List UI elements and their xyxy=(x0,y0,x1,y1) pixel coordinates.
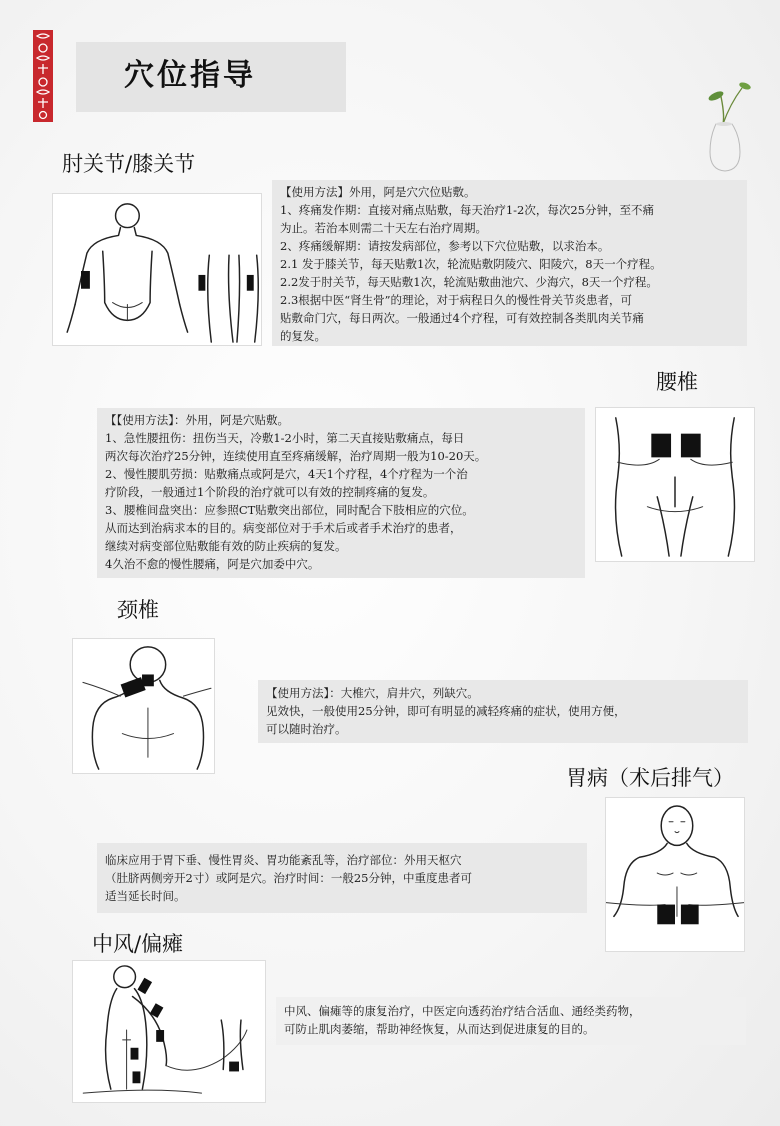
text-line: 适当延长时间。 xyxy=(105,889,186,903)
text-line: 可以随时治疗。 xyxy=(266,722,347,736)
section-heading-cervical: 颈椎 xyxy=(117,598,159,622)
text-line: 两次每次治疗25分钟，连续使用直至疼痛缓解，治疗周期一般为10-20天。 xyxy=(105,449,487,463)
text-line: 4久治不愈的慢性腰痛，阿是穴加委中穴。 xyxy=(105,557,320,571)
vase-sprout-icon xyxy=(690,74,760,174)
text-line: 2.1 发于膝关节，每天贴敷1次，轮流贴敷阴陵穴、阳陵穴，8天一个疗程。 xyxy=(280,257,662,271)
text-line: 见效快，一般使用25分钟，即可有明显的减轻疼痛的症状，使用方便， xyxy=(266,704,626,718)
text-line: 2、慢性腰肌劳损：贴敷痛点或阿是穴，4天1个疗程，4个疗程为一个治 xyxy=(105,467,468,481)
elbow-knee-instructions xyxy=(272,180,747,346)
elbow-knee-figure xyxy=(52,193,262,346)
text-line: 【【使用方法】：外用，阿是穴贴敷。 xyxy=(105,413,289,427)
text-line: 3、腰椎间盘突出：应参照CT贴敷突出部位，同时配合下肢相应的穴位。 xyxy=(105,503,474,517)
text-line: 的复发。 xyxy=(280,329,326,343)
text-line: 贴敷命门穴，每日两次。一般通过4个疗程，可有效控制各类肌肉关节痛 xyxy=(280,311,644,325)
lumbar-figure xyxy=(595,407,755,562)
text-line: 继续对病变部位贴敷能有效的防止疾病的复发。 xyxy=(105,539,347,553)
section-heading-elbow-knee: 肘关节/膝关节 xyxy=(62,152,196,176)
text-line: 2.3根据中医“肾生骨”的理论，对于病程日久的慢性骨关节炎患者，可 xyxy=(280,293,633,307)
cervical-instructions xyxy=(258,680,748,743)
red-seal-ornament-icon xyxy=(33,30,53,122)
stomach-figure xyxy=(605,797,745,952)
text-line: （肚脐两侧旁开2寸）或阿是穴。治疗时间：一般25分钟，中重度患者可 xyxy=(105,871,472,885)
section-heading-stroke: 中风/偏瘫 xyxy=(92,932,184,956)
section-heading-lumbar: 腰椎 xyxy=(656,370,698,394)
text-line: 2、疼痛缓解期：请按发病部位，参考以下穴位贴敷，以求治本。 xyxy=(280,239,610,253)
text-line: 临床应用于胃下垂、慢性胃炎、胃功能紊乱等，治疗部位：外用天枢穴 xyxy=(105,853,462,867)
text-line: 【使用方法】外用，阿是穴穴位贴敷。 xyxy=(280,185,476,199)
section-heading-stomach: 胃病（术后排气） xyxy=(566,766,734,790)
cervical-figure xyxy=(72,638,215,774)
text-line: 【使用方法】：大椎穴，肩井穴，列缺穴。 xyxy=(266,686,479,700)
text-line: 可防止肌肉萎缩，帮助神经恢复，从而达到促进康复的目的。 xyxy=(284,1022,595,1036)
text-line: 中风、偏瘫等的康复治疗，中医定向透药治疗结合活血、通经类药物， xyxy=(284,1004,641,1018)
text-line: 1、急性腰扭伤：扭伤当天，冷敷1-2小时，第二天直接贴敷痛点，每日 xyxy=(105,431,465,445)
text-line: 疗阶段，一般通过1个阶段的治疗就可以有效的控制疼痛的复发。 xyxy=(105,485,435,499)
text-line: 从而达到治病求本的目的。病变部位对于手术后或者手术治疗的患者， xyxy=(105,521,462,535)
stroke-instructions xyxy=(276,997,746,1045)
text-line: 为止。若治本则需二十天左右治疗周期。 xyxy=(280,221,487,235)
page-title: 穴位指导 xyxy=(124,58,256,93)
stomach-instructions xyxy=(97,843,587,913)
stroke-figure xyxy=(72,960,266,1103)
text-line: 1、疼痛发作期：直接对痛点贴敷，每天治疗1-2次，每次25分钟，至不痛 xyxy=(280,203,654,217)
lumbar-instructions xyxy=(97,408,585,578)
text-line: 2.2发于肘关节，每天贴敷1次，轮流贴敷曲池穴、少海穴，8天一个疗程。 xyxy=(280,275,658,289)
